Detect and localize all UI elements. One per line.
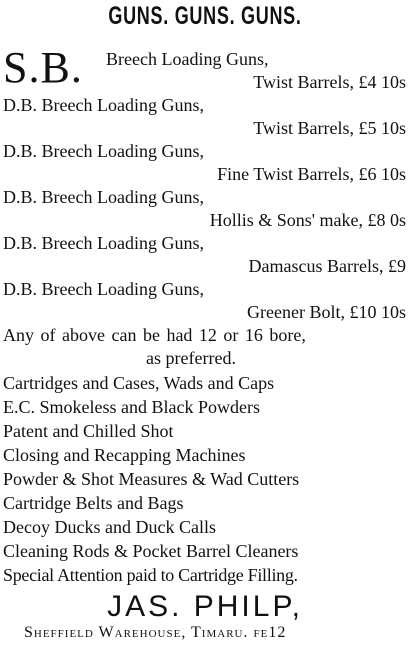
sb-line-2: Twist Barrels, £4 10s [253, 72, 406, 92]
item-3-line-2: Hollis & Sons' make, £8 0s [209, 210, 406, 230]
sb-line-1: Breech Loading Guns, [106, 49, 269, 69]
list-item: Cartridges and Cases, Wads and Caps [3, 373, 275, 393]
item-3-line-1: D.B. Breech Loading Guns, [3, 187, 204, 207]
headline: GUNS. GUNS. GUNS. [108, 2, 302, 30]
item-4-line-1: D.B. Breech Loading Guns, [3, 233, 204, 253]
sb-initials: S.B. [3, 43, 83, 92]
item-5-line-1: D.B. Breech Loading Guns, [3, 279, 204, 299]
signature: JAS. PHILP, [107, 590, 303, 623]
list-item: Powder & Shot Measures & Wad Cutters [3, 469, 300, 489]
list-item: Special Attention paid to Cartridge Filling. [3, 565, 298, 585]
item-1-line-2: Twist Barrels, £5 10s [253, 118, 406, 138]
list-item: Decoy Ducks and Duck Calls [3, 517, 216, 537]
list-item: Cleaning Rods & Pocket Barrel Cleaners [3, 541, 299, 561]
footer-address: Sheffield Warehouse, Timaru. fe12 [24, 624, 287, 641]
item-5-line-2: Greener Bolt, £10 10s [247, 302, 406, 322]
bore-line-2: as preferred. [146, 348, 236, 368]
item-1-line-1: D.B. Breech Loading Guns, [3, 95, 204, 115]
list-item: E.C. Smokeless and Black Powders [3, 397, 260, 417]
bore-line-1: Any of above can be had 12 or 16 bore, [3, 325, 306, 345]
list-item: Patent and Chilled Shot [3, 421, 174, 441]
list-item: Closing and Recapping Machines [3, 445, 246, 465]
item-2-line-2: Fine Twist Barrels, £6 10s [217, 164, 406, 184]
item-2-line-1: D.B. Breech Loading Guns, [3, 141, 204, 161]
list-item: Cartridge Belts and Bags [3, 493, 184, 513]
item-4-line-2: Damascus Barrels, £9 [248, 256, 406, 276]
